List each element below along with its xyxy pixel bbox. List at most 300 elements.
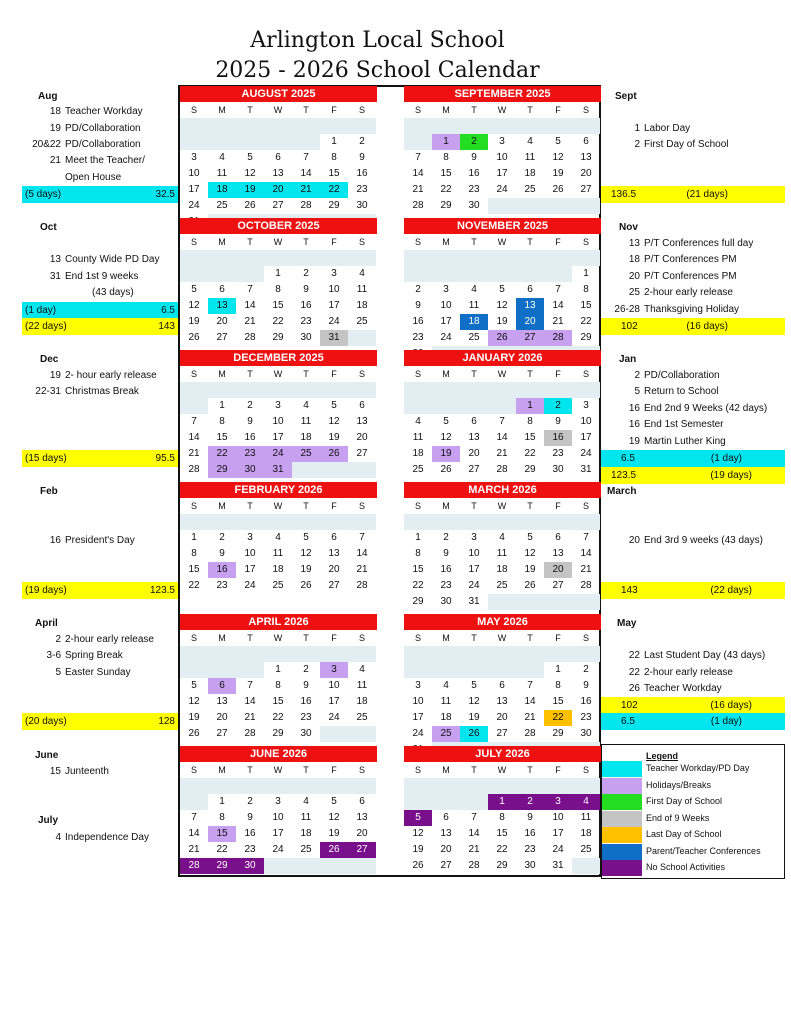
day-cell: 8 — [415, 548, 421, 559]
day-cell: 22 — [412, 580, 424, 591]
day-cell: 17 — [328, 696, 340, 707]
day-cell: 4 — [303, 796, 309, 807]
weekday-label: T — [471, 369, 477, 379]
day-cell: 12 — [496, 300, 508, 311]
day-cell: 3 — [583, 400, 589, 411]
day-cell: 18 — [524, 168, 536, 179]
week-row — [404, 710, 601, 726]
week-row — [180, 858, 377, 874]
empty-cell — [516, 662, 544, 678]
empty-cell — [460, 778, 488, 794]
day-cell: 18 — [300, 432, 312, 443]
day-cell: 21 — [244, 712, 256, 723]
week-row — [404, 166, 601, 182]
day-cell: 21 — [244, 316, 256, 327]
day-cell: 13 — [328, 548, 340, 559]
empty-cell — [236, 514, 264, 530]
day-cell: 11 — [272, 548, 284, 559]
day-cell: 23 — [300, 316, 312, 327]
empty-cell — [236, 646, 264, 662]
month-header: JANUARY 2026 — [404, 350, 601, 366]
empty-cell — [460, 382, 488, 398]
empty-cell — [572, 858, 600, 874]
day-cell: 15 — [328, 168, 340, 179]
day-cell: 11 — [412, 432, 424, 443]
day-cell: 4 — [359, 268, 365, 279]
day-cell: 22 — [272, 316, 284, 327]
day-cell: 14 — [524, 696, 536, 707]
day-cell: 10 — [496, 152, 508, 163]
empty-cell — [516, 266, 544, 282]
day-cell: 10 — [272, 812, 284, 823]
legend-label: Parent/Teacher Conferences — [646, 845, 761, 856]
weekday-label: F — [331, 633, 337, 643]
week-row — [180, 710, 377, 726]
day-cell: 5 — [303, 532, 309, 543]
empty-cell — [488, 514, 516, 530]
week-row — [180, 826, 377, 842]
day-cell: 9 — [555, 416, 561, 427]
empty-cell — [488, 662, 516, 678]
empty-cell — [320, 514, 348, 530]
day-cell: 13 — [552, 548, 564, 559]
weekday-row — [180, 498, 377, 514]
empty-cell — [292, 250, 320, 266]
day-cell: 27 — [272, 200, 284, 211]
day-cell: 23 — [216, 580, 228, 591]
empty-cell — [488, 250, 516, 266]
day-cell: 3 — [415, 680, 421, 691]
legend-item — [602, 761, 785, 777]
day-cell: 22 — [544, 710, 572, 726]
day-cell: 22 — [272, 712, 284, 723]
spacer-row — [180, 646, 377, 662]
week-row — [180, 530, 377, 546]
day-cell: 26 — [244, 200, 256, 211]
spacer-row — [404, 778, 601, 794]
spacer-row — [180, 514, 377, 530]
empty-cell — [404, 794, 432, 810]
week-row — [404, 578, 601, 594]
day-cell: 12 — [244, 168, 256, 179]
spacer-row — [404, 514, 601, 530]
day-cell: 16 — [580, 696, 592, 707]
empty-cell — [320, 726, 348, 742]
day-cell: 21 — [580, 564, 592, 575]
weekday-label: W — [497, 501, 507, 511]
week-row — [404, 826, 601, 842]
empty-cell — [236, 266, 264, 282]
day-cell: 3 — [331, 268, 337, 279]
day-cell: 10 — [272, 416, 284, 427]
day-cell: 22 — [320, 182, 348, 198]
month-block — [180, 350, 377, 478]
empty-cell — [432, 398, 460, 414]
day-cell: 24 — [496, 184, 508, 195]
day-cell: 17 — [272, 432, 284, 443]
month-head-nov: Nov — [619, 222, 638, 233]
day-cell: 23 — [412, 332, 424, 343]
weekday-label: S — [414, 501, 421, 511]
day-cell: 2 — [544, 398, 572, 414]
week-row — [180, 166, 377, 182]
day-cell: 25 — [292, 446, 320, 462]
day-cell: 15 — [216, 432, 228, 443]
empty-cell — [320, 858, 348, 874]
weekday-label: F — [331, 105, 337, 115]
empty-cell — [404, 778, 432, 794]
week-row — [180, 726, 377, 742]
day-cell: 13 — [356, 812, 368, 823]
day-cell: 4 — [275, 532, 281, 543]
week-row — [180, 562, 377, 578]
day-cell: 25 — [300, 844, 312, 855]
day-cell: 4 — [359, 664, 365, 675]
day-cell: 25 — [356, 712, 368, 723]
empty-cell — [572, 594, 600, 610]
day-cell: 2 — [516, 794, 544, 810]
day-cell: 16 — [356, 168, 368, 179]
empty-cell — [404, 662, 432, 678]
day-cell: 19 — [432, 446, 460, 462]
day-cell: 11 — [524, 152, 536, 163]
legend-swatch — [602, 761, 642, 777]
day-cell: 1 — [275, 268, 281, 279]
day-cell: 10 — [188, 168, 200, 179]
day-cell: 20 — [440, 844, 452, 855]
day-cell: 27 — [496, 728, 508, 739]
weekday-label: F — [555, 765, 561, 775]
day-cell: 21 — [468, 844, 480, 855]
days-bar-sep: 136.5 (21 days) — [601, 186, 785, 203]
weekday-label: F — [555, 633, 561, 643]
day-cell: 26 — [488, 330, 516, 346]
empty-cell — [348, 726, 376, 742]
day-cell: 27 — [328, 580, 340, 591]
days-bar-mar: 143 (22 days) — [601, 582, 785, 599]
legend-swatch — [602, 794, 642, 810]
week-row — [404, 842, 601, 858]
week-row — [404, 446, 601, 462]
weekday-label: M — [218, 105, 226, 115]
day-cell: 22 — [524, 448, 536, 459]
day-cell: 7 — [359, 532, 365, 543]
calendar-title-line2: 2025 - 2026 School Calendar — [215, 58, 540, 83]
week-row — [404, 150, 601, 166]
empty-cell — [208, 646, 236, 662]
empty-cell — [460, 266, 488, 282]
day-cell: 26 — [320, 842, 348, 858]
weekday-label: W — [497, 633, 507, 643]
weekday-label: S — [358, 369, 365, 379]
empty-cell — [180, 514, 208, 530]
day-cell: 25 — [496, 580, 508, 591]
weekday-label: T — [303, 237, 309, 247]
week-row — [404, 858, 601, 874]
month-head-feb: Feb — [40, 486, 58, 497]
day-cell: 27 — [516, 330, 544, 346]
empty-cell — [544, 198, 572, 214]
day-cell: 29 — [580, 332, 592, 343]
empty-cell — [516, 514, 544, 530]
day-cell: 28 — [412, 200, 424, 211]
weekday-label: M — [218, 237, 226, 247]
empty-cell — [236, 662, 264, 678]
day-cell: 12 — [468, 696, 480, 707]
legend-item — [602, 811, 785, 827]
legend-label: No School Activities — [646, 862, 726, 872]
day-cell: 9 — [247, 812, 253, 823]
empty-cell — [348, 778, 376, 794]
weekday-row — [404, 102, 601, 118]
days-bar-aug: (5 days) 32.5 — [22, 186, 178, 203]
week-row — [404, 678, 601, 694]
empty-cell — [432, 514, 460, 530]
day-cell: 18 — [300, 828, 312, 839]
empty-cell — [572, 646, 600, 662]
week-row — [404, 198, 601, 214]
week-row — [180, 298, 377, 314]
day-cell: 21 — [188, 844, 200, 855]
day-cell: 31 — [552, 860, 564, 871]
day-cell: 4 — [527, 136, 533, 147]
day-cell: 25 — [432, 726, 460, 742]
weekday-label: S — [358, 765, 365, 775]
day-cell: 13 — [356, 416, 368, 427]
day-cell: 14 — [356, 548, 368, 559]
day-cell: 8 — [443, 152, 449, 163]
empty-cell — [544, 514, 572, 530]
empty-cell — [320, 462, 348, 478]
day-cell: 5 — [443, 416, 449, 427]
days-bar-feb: (19 days) 123.5 — [22, 582, 178, 599]
day-cell: 10 — [580, 416, 592, 427]
week-row — [404, 430, 601, 446]
month-block — [404, 350, 601, 478]
empty-cell — [516, 250, 544, 266]
empty-cell — [404, 646, 432, 662]
day-cell: 4 — [471, 284, 477, 295]
day-cell: 12 — [328, 812, 340, 823]
day-cell: 16 — [300, 696, 312, 707]
days-bar-may-2: 6.5 (1 day) — [601, 713, 785, 730]
days-bar-jan-2: 123.5 (19 days) — [601, 467, 785, 484]
empty-cell — [264, 778, 292, 794]
day-cell: 2 — [247, 796, 253, 807]
month-block — [180, 614, 377, 742]
day-cell: 10 — [440, 300, 452, 311]
day-cell: 8 — [275, 284, 281, 295]
day-cell: 30 — [236, 462, 264, 478]
day-cell: 25 — [356, 316, 368, 327]
empty-cell — [236, 382, 264, 398]
day-cell: 1 — [191, 532, 197, 543]
day-cell: 19 — [496, 316, 508, 327]
spacer-row — [404, 646, 601, 662]
day-cell: 22 — [580, 316, 592, 327]
empty-cell — [348, 382, 376, 398]
day-cell: 28 — [356, 580, 368, 591]
empty-cell — [460, 250, 488, 266]
day-cell: 10 — [552, 812, 564, 823]
spacer-row — [180, 778, 377, 794]
empty-cell — [292, 646, 320, 662]
empty-cell — [264, 514, 292, 530]
day-cell: 11 — [580, 812, 592, 823]
weekday-label: W — [273, 105, 283, 115]
day-cell: 20 — [516, 314, 544, 330]
day-cell: 13 — [216, 696, 228, 707]
day-cell: 8 — [555, 680, 561, 691]
empty-cell — [516, 646, 544, 662]
weekday-label: S — [414, 765, 421, 775]
day-cell: 31 — [468, 596, 480, 607]
week-row — [180, 182, 377, 198]
legend-item — [602, 860, 785, 876]
day-cell: 21 — [188, 448, 200, 459]
day-cell: 13 — [208, 298, 236, 314]
empty-cell — [460, 398, 488, 414]
day-cell: 5 — [191, 284, 197, 295]
empty-cell — [432, 794, 460, 810]
month-head-apr: April — [35, 618, 58, 629]
day-cell: 19 — [328, 828, 340, 839]
day-cell: 18 — [580, 828, 592, 839]
month-block — [404, 482, 601, 610]
day-cell: 3 — [443, 284, 449, 295]
empty-cell — [544, 118, 572, 134]
weekday-label: S — [582, 633, 589, 643]
day-cell: 14 — [244, 300, 256, 311]
empty-cell — [544, 594, 572, 610]
day-cell: 1 — [415, 532, 421, 543]
day-cell: 5 — [527, 532, 533, 543]
day-cell: 16 — [440, 564, 452, 575]
day-cell: 30 — [552, 464, 564, 475]
empty-cell — [348, 514, 376, 530]
legend-item — [602, 844, 785, 860]
month-header: JULY 2026 — [404, 746, 601, 762]
day-cell: 15 — [272, 300, 284, 311]
day-cell: 16 — [300, 300, 312, 311]
empty-cell — [544, 250, 572, 266]
weekday-label: T — [303, 501, 309, 511]
day-cell: 29 — [208, 462, 236, 478]
day-cell: 5 — [191, 680, 197, 691]
day-cell: 26 — [524, 580, 536, 591]
week-row — [404, 810, 601, 826]
month-header: NOVEMBER 2025 — [404, 218, 601, 234]
day-cell: 30 — [236, 858, 264, 874]
day-cell: 21 — [356, 564, 368, 575]
empty-cell — [516, 382, 544, 398]
weekday-label: T — [303, 633, 309, 643]
day-cell: 10 — [328, 680, 340, 691]
day-cell: 4 — [443, 680, 449, 691]
weekday-label: T — [471, 501, 477, 511]
day-cell: 20 — [496, 712, 508, 723]
month-block — [180, 218, 377, 346]
day-cell: 27 — [440, 860, 452, 871]
weekday-label: W — [497, 105, 507, 115]
day-cell: 8 — [527, 416, 533, 427]
day-cell: 23 — [552, 448, 564, 459]
day-cell: 26 — [188, 332, 200, 343]
day-cell: 2 — [415, 284, 421, 295]
empty-cell — [432, 662, 460, 678]
weekday-label: T — [303, 369, 309, 379]
weekday-row — [404, 630, 601, 646]
day-cell: 11 — [468, 300, 480, 311]
month-head-dec: Dec — [40, 354, 59, 365]
month-block — [404, 86, 601, 214]
week-row — [404, 314, 601, 330]
day-cell: 6 — [359, 400, 365, 411]
day-cell: 28 — [524, 728, 536, 739]
day-cell: 15 — [496, 828, 508, 839]
empty-cell — [544, 382, 572, 398]
weekday-label: S — [190, 237, 197, 247]
month-head-oct: Oct — [40, 222, 57, 233]
day-cell: 14 — [496, 432, 508, 443]
empty-cell — [292, 514, 320, 530]
weekday-label: F — [555, 369, 561, 379]
day-cell: 17 — [412, 712, 424, 723]
day-cell: 11 — [356, 284, 368, 295]
day-cell: 12 — [412, 828, 424, 839]
day-cell: 28 — [580, 580, 592, 591]
legend-item — [602, 827, 785, 843]
empty-cell — [516, 118, 544, 134]
day-cell: 30 — [524, 860, 536, 871]
day-cell: 20 — [216, 316, 228, 327]
weekday-label: T — [527, 765, 533, 775]
day-cell: 24 — [468, 580, 480, 591]
weekday-row — [404, 234, 601, 250]
day-cell: 16 — [544, 430, 572, 446]
day-cell: 9 — [583, 680, 589, 691]
week-row — [180, 266, 377, 282]
empty-cell — [208, 250, 236, 266]
day-cell: 23 — [580, 712, 592, 723]
day-cell: 31 — [264, 462, 292, 478]
weekday-row — [404, 366, 601, 382]
week-row — [404, 266, 601, 282]
day-cell: 11 — [216, 168, 228, 179]
week-row — [180, 134, 377, 150]
day-cell: 11 — [356, 680, 368, 691]
day-cell: 13 — [516, 298, 544, 314]
day-cell: 22 — [440, 184, 452, 195]
day-cell: 24 — [244, 580, 256, 591]
month-head-jul: July — [38, 815, 59, 826]
weekday-label: W — [497, 765, 507, 775]
day-cell: 30 — [468, 200, 480, 211]
left-notes-column: Aug 18 Teacher Workday 19 PD/Collaboration 20&22 PD/Collaboration 21 Meet the Teacher/ Open House (5 days) 32.5 Oct 13 County Wide PD Day 31 End 1st 9 weeks (43 days) (1 day) 6.5 (22 days) 143 Dec 19 2- hour early release 22-31 Christmas Break (15 days) 95.5 Feb 16 President's Day (19 days) 123.5 April 2 2-hour early release 3-6 Spring Break 5 Easter Sunday (20 days) 128 June 15 Junteenth July 4 Independence Day — [0, 0, 178, 1024]
empty-cell — [572, 118, 600, 134]
day-cell: 17 — [496, 168, 508, 179]
empty-cell — [180, 778, 208, 794]
month-header: FEBRUARY 2026 — [180, 482, 377, 498]
day-cell: 24 — [328, 316, 340, 327]
day-cell: 28 — [300, 200, 312, 211]
legend-label: End of 9 Weeks — [646, 812, 710, 823]
day-cell: 17 — [580, 432, 592, 443]
day-cell: 23 — [300, 712, 312, 723]
empty-cell — [180, 250, 208, 266]
weekday-row — [180, 630, 377, 646]
week-row — [180, 198, 377, 214]
